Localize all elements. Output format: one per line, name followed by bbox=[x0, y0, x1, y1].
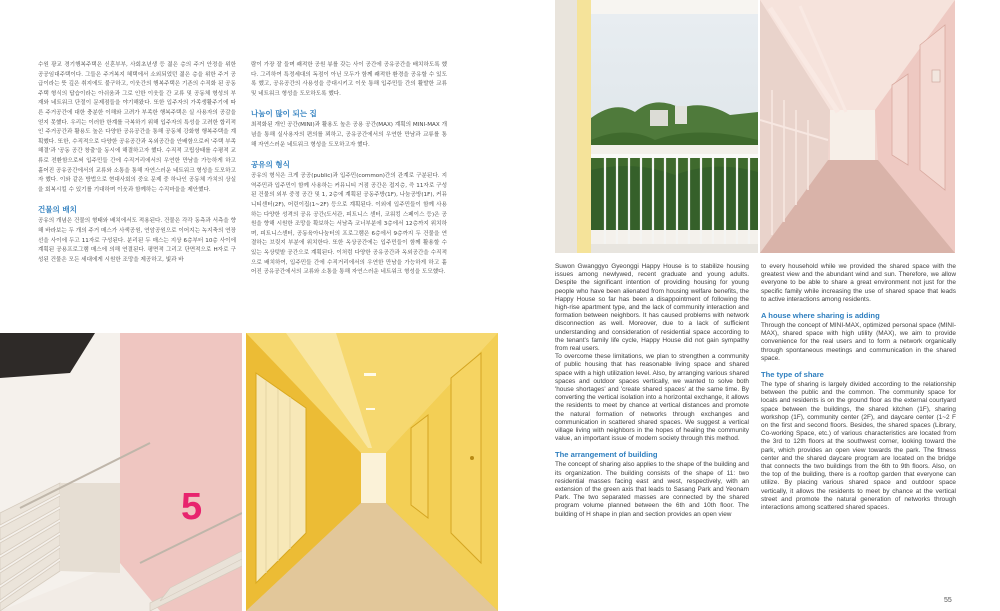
english-heading-type: The type of share bbox=[761, 370, 824, 380]
english-column-1 bbox=[555, 263, 749, 519]
english-heading-arrangement: The arrangement of building bbox=[555, 450, 658, 460]
english-arrangement-paragraph: The concept of sharing also applies to the shape of the building and its organization. The building consists of the shape of 11: two residential masses facing east and west, respectively, with an extension of the green axis that leads to Sasang Park and Yeonam Park. The two separated masses are connected by the shared program volume planned between the 6th and 10th floor. The building of H shape in plan and section provides an open view bbox=[555, 461, 749, 518]
balcony-photo bbox=[555, 0, 758, 253]
yellow-corridor-photo bbox=[246, 333, 498, 611]
korean-intro-paragraph: 수원 광교 경기행복주택은 신혼부부, 사회초년생 등 젊은 층의 주거 안정을 위한 공공임대주택이다. 그들은 주거복지 혜택에서 소외되었던 젊은 층을 위한 주거 공급이라는 뜻 깊은 취지에도 불구하고, 이웃간의 행복주택은 기존의 수직화 된 공동주택 형식의 답습이라는 아쉬움과 그로 인한 이웃들 간 교류 및 공동체 형성의 부재와 네트워크 단절이 문제점들을 야기해왔다. 또한 입주자의 가족생활주기에 따른 주거공간에 대한 충분한 이해와 고려가 부족한 행복주택은 실 사용자의 공감을 얻지 못했다. 우리는 이러한 한계를 극복하기 위해 입주자의 특성을 고려한 합리적인 주거공간과 활용도 높은 다양한 공유공간을 통해 공동체 강화형 행복주택을 계획했다. 또한, 수직적으로 다양한 공유공간과 옥외공간을 안배함으로써 '주택 부족 해결'과 '공동 공간 창출'을 동시에 해결하고자 했다. 수직적 고립상태를 수평적 교류로 전환함으로써 입주민들 간에 수직거리에서의 우연한 만남을 가능하게 하고 흩어진 공유공간에서의 교류와 소통을 통해 자연스러운 네트워크 형성을 도모하고자 했다. 이와 같은 방법으로 현대사회의 중요 문제 중 하나인 공동체 가치의 상실을 회복시킬 수 있기를 기대하며 이웃과 함께하는 수직마을을 제안했다. bbox=[38, 62, 236, 193]
korean-heading-building: 건물의 배치 bbox=[38, 205, 77, 215]
stairwell-photo bbox=[0, 333, 242, 611]
yellow-corridor-drawing bbox=[246, 333, 498, 611]
english-continued-paragraph: to every household while we provided the shared space with the greatest view and the abundant wind and sun. Therefore, we allow everyone to be able to share a great environment not just for the specific family while increasing the use of shared space that leads to active interactions among residents. bbox=[761, 263, 956, 303]
korean-heading-sharing: 나눔이 많이 되는 집 bbox=[251, 109, 317, 119]
pink-corridor-photo bbox=[760, 0, 955, 253]
balcony-photo-drawing bbox=[555, 0, 758, 253]
korean-continued-paragraph: 람이 가장 잘 들며 쾌적한 공원 뷰를 갖는 사이 공간에 공유공간을 배치하도록 했다. 그리하여 특정세대의 독점이 아닌 모두가 함께 쾌적한 환경을 공유할 수 있도록 했고, 공유공간의 사용성을 증대시키고 이웃 통해 입주민들 간의 활발한 교류 및 네트워크 형성을 도모하도록 했다. bbox=[251, 62, 447, 97]
english-limitations-paragraph: To overcome these limitations, we plan to strengthen a community of public housing that has reasonable living space and shared space with a high utilization level. Also, by arranging various shared spaces and outdoor spaces vertically, we wanted to solve both 'house shortages' and 'create shared spaces' at the same time. By converting the vertical isolation into a horizontal exchange, it allows the residents to meet by chance at vertical distances and promote the natural formation of networks through exchanges and communication in scattered shared spaces. We suggest a vertical village living with neighbors in the hopes of healing the community value, an important issue of modern society through this method. bbox=[555, 353, 749, 443]
korean-type-paragraph: 공유의 형식은 크게 공공(public)과 입주민(common)간의 관계로 구분된다. 지역주민과 입주민이 함께 사용하는 커뮤니티 거점 공간은 접지층, 즉 11자로 구성된 건물의 외부 중정 공간 및 1, 2층에 계획된 공동주방(1F), 나눔공방(1F), 커뮤니티센터(2F), 어린이집(1~2F) 등으로 계획된다. 이외에 입주민들이 함께 사용하는 다양한 성격의 공유 공간(도서관, 피트니스 센터, 코워킹 스페이스 등)은 공원을 향해 시원한 조망을 확보하는 서남측 코너부분에 3층에서 12층까지 위치하며, 피트니스센터, 공동육아나눔터의 프로그램은 6층에서 9층까지 두 건물을 연결하는 브릿지 부분에 위치한다. 또한 옥상공간에는 입주민들이 함께 활용할 수 있는 옥상텃밭 공간으로 계획된다. 이처럼 다양한 공유공간과 옥외공간을 수직적으로 배치하여, 입주민들 간에 수직거리에서의 우연한 만남을 가능하게 하고 흩어진 공유공간에서의 교류와 소통을 통해 자연스러운 네트워크 형성을 도모했다. bbox=[251, 173, 447, 276]
korean-building-paragraph: 공유의 개념은 건물의 형태와 배치에서도 적용된다. 건물은 각각 동측과 서측을 향해 바라보는 두 개의 주거 매스가 사색공원, 연암공원으로 이어지는 녹지축의 연장선을 사이에 두고 11자로 구성된다. 분리된 두 매스는 지상 6층부터 10층 사이에 계획된 공용프로그램 매스에 의해 연결된다. 평면적 그리고 단면적으로 H자로 구성된 건물은 모든 세대에게 시원한 조망을 제공하고, 빛과 바 bbox=[38, 218, 236, 263]
korean-sharing-paragraph: 최적화된 개인 공간(MINI)과 활용도 높은 공용 공간(MAX) 계획의 MINI-MAX 개념을 통해 실사용자의 편의를 꾀하고, 공유공간에서의 우연한 만남과 교류를 통해 자연스러운 네트워크 형성을 도모하고자 했다. bbox=[251, 122, 447, 148]
korean-column-2 bbox=[251, 61, 447, 278]
pink-corridor-drawing bbox=[760, 0, 955, 253]
english-column-2 bbox=[761, 263, 956, 512]
english-heading-sharing: A house where sharing is adding bbox=[761, 311, 880, 321]
english-intro-paragraph: Suwon Gwanggyo Gyeonggi Happy House is to stabilize housing issues among newlywed, recent graduate and young adults. Despite the significant intention of providing housing for young people who have been alienated from housing welfare benefits, the Happy House so far has been a disappointment of following the high-rise apartment type, and the lack of community interaction and formation between neighbors. It has caused problems with network disconnection as well. Moreover, due to a lack of sufficient understanding and consideration of residential space according to the tenant's family life cycle, Happy House did not gain sympathy from real users. bbox=[555, 263, 749, 353]
page-number: 55 bbox=[944, 597, 952, 604]
floor-number-5: 5 bbox=[181, 486, 203, 528]
stairwell-drawing bbox=[0, 333, 242, 611]
korean-column-1 bbox=[38, 61, 236, 265]
english-sharing-paragraph: Through the concept of MINI-MAX, optimized personal space (MINI-MAX), shared space with high utility (MAX), we aim to provide convenience for the real users and to form a network organically through spontaneous meetings and communication in the shared space. bbox=[761, 322, 956, 362]
english-type-paragraph: The type of sharing is largely divided according to the relationship between the public and the common. The community space for locals and residents is on the ground floor as the external courtyard space between the buildings, the shared kitchen (1F), sharing workshop (1F), community center (2F), and daycare center (1~2 F on the first and second floors. Besides, the shared spaces (Library, Co-working Space, etc.) of various characteristics are located from the 3rd to 12th floors at the southwest corner, looking toward the park, which provides an open view towards the park. The fitness center and the shared daycare program are located on the bridge that connects the two buildings from the 6th to 9th floors. Also, on the top of the building, there is a rooftop garden that everyone can utilize. By placing various shared space and outdoor space vertically, it allows the residents to meet by chance at the vertical street and promote the natural generation of networks through interactions among scattered shared spaces. bbox=[761, 381, 956, 512]
korean-heading-type: 공유의 형식 bbox=[251, 160, 290, 170]
